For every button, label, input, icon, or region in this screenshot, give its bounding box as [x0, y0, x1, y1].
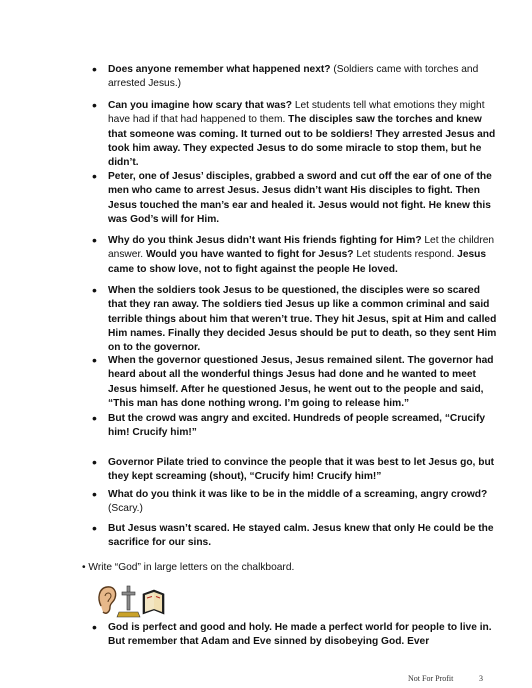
icon-row	[95, 584, 165, 620]
bold-text: Would you have wanted to fight for Jesus?	[145, 249, 354, 261]
footer-text: Not For Profit	[408, 674, 454, 683]
bold-text: Governor Pilate tried to convince the people that it was best to let Jesus go, but they kept screaming (shout), “Crucify him! Crucify him!”	[108, 457, 495, 483]
bullet-paragraph	[108, 234, 500, 277]
bold-text: Can you imagine how scary that was?	[108, 100, 292, 111]
bullet-marker: •	[92, 168, 97, 184]
bold-text: Why do you think Jesus didn’t want His friends fighting for Him?	[108, 235, 422, 246]
plain-text: Let students respond.	[353, 249, 458, 261]
bullet-paragraph	[108, 488, 500, 517]
bold-text: When the governor questioned Jesus, Jesus remained silent. The governor had heard about all the wonderful things Jesus had done and he wanted to meet Jesus himself. After he questioned Jesus, he went out to the people and said, “This man has done nothing wrong. I’m going to release him.”	[108, 355, 494, 409]
bullet-paragraph	[108, 63, 500, 92]
bullet-paragraph	[108, 99, 500, 170]
plain-text: (Soldiers came with torches and arrested Jesus.)	[108, 64, 479, 90]
bible-icon	[143, 590, 164, 614]
bullet-paragraph	[108, 284, 500, 355]
bullet-marker: •	[92, 486, 97, 502]
bold-text: What do you think it was like to be in the middle of a screaming, angry crowd?	[108, 489, 488, 500]
instruction-text: • Write “God” in large letters on the chalkboard.	[82, 562, 295, 573]
plain-text: (Scary.)	[108, 503, 143, 515]
bold-text: When the soldiers took Jesus to be questioned, the disciples were so scared that they ran away. The soldiers tied Jesus up like a common criminal and said terrible things about him that weren’t true. They hit Jesus, spit at Him and called Him names. Finally they decided Jesus should be put to death, so they sent Him on to the governor.	[108, 285, 497, 354]
bullet-paragraph	[108, 621, 500, 650]
bullet-marker: •	[92, 454, 97, 470]
bold-text: Peter, one of Jesus’ disciples, grabbed a sword and cut off the ear of one of the men who came to arrest Jesus. Jesus didn’t want His disciples to fight. Then Jesus touched the man’s ear and healed it. Jesus would not fight. He knew this was God’s will for Him.	[108, 171, 492, 225]
bullet-paragraph	[108, 522, 500, 551]
ear-icon	[99, 587, 116, 613]
bullet-marker: •	[92, 619, 97, 635]
bold-text: But the crowd was angry and excited. Hundreds of people screamed, “Crucify him! Crucify him!”	[108, 413, 486, 439]
bullet-paragraph	[108, 170, 500, 227]
bold-text: The disciples saw the torches and knew that someone was coming. It turned out to be soldiers! They arrested Jesus and took him away. They expected Jesus to do some miracle to stop them, but he didn’t.	[108, 114, 496, 169]
bullet-paragraph	[108, 456, 500, 485]
bullet-paragraph	[108, 354, 500, 411]
bold-text: But Jesus wasn’t scared. He stayed calm. Jesus knew that only He could be the sacrifice for our sins.	[108, 523, 494, 549]
bold-text: God is perfect and good and holy. He made a perfect world for people to live in. But remember that Adam and Eve sinned by disobeying God. Ever	[108, 622, 492, 648]
bullet-marker: •	[92, 97, 97, 113]
plain-text: Let students tell what emotions they might have had if that had happened to them.	[108, 100, 485, 126]
bullet-marker: •	[92, 410, 97, 426]
bullet-marker: •	[92, 352, 97, 368]
bullet-marker: •	[92, 282, 97, 298]
bullet-marker: •	[92, 520, 97, 536]
bullet-marker: •	[92, 232, 97, 248]
bold-text: Jesus came to show love, not to fight against the people He loved.	[108, 249, 487, 275]
bold-text: Does anyone remember what happened next?	[108, 64, 331, 75]
page-number: 3	[479, 674, 483, 683]
bullet-paragraph	[108, 412, 500, 441]
cross-icon	[117, 586, 140, 617]
bullet-marker: •	[92, 61, 97, 77]
plain-text: Let the children answer.	[108, 235, 495, 261]
